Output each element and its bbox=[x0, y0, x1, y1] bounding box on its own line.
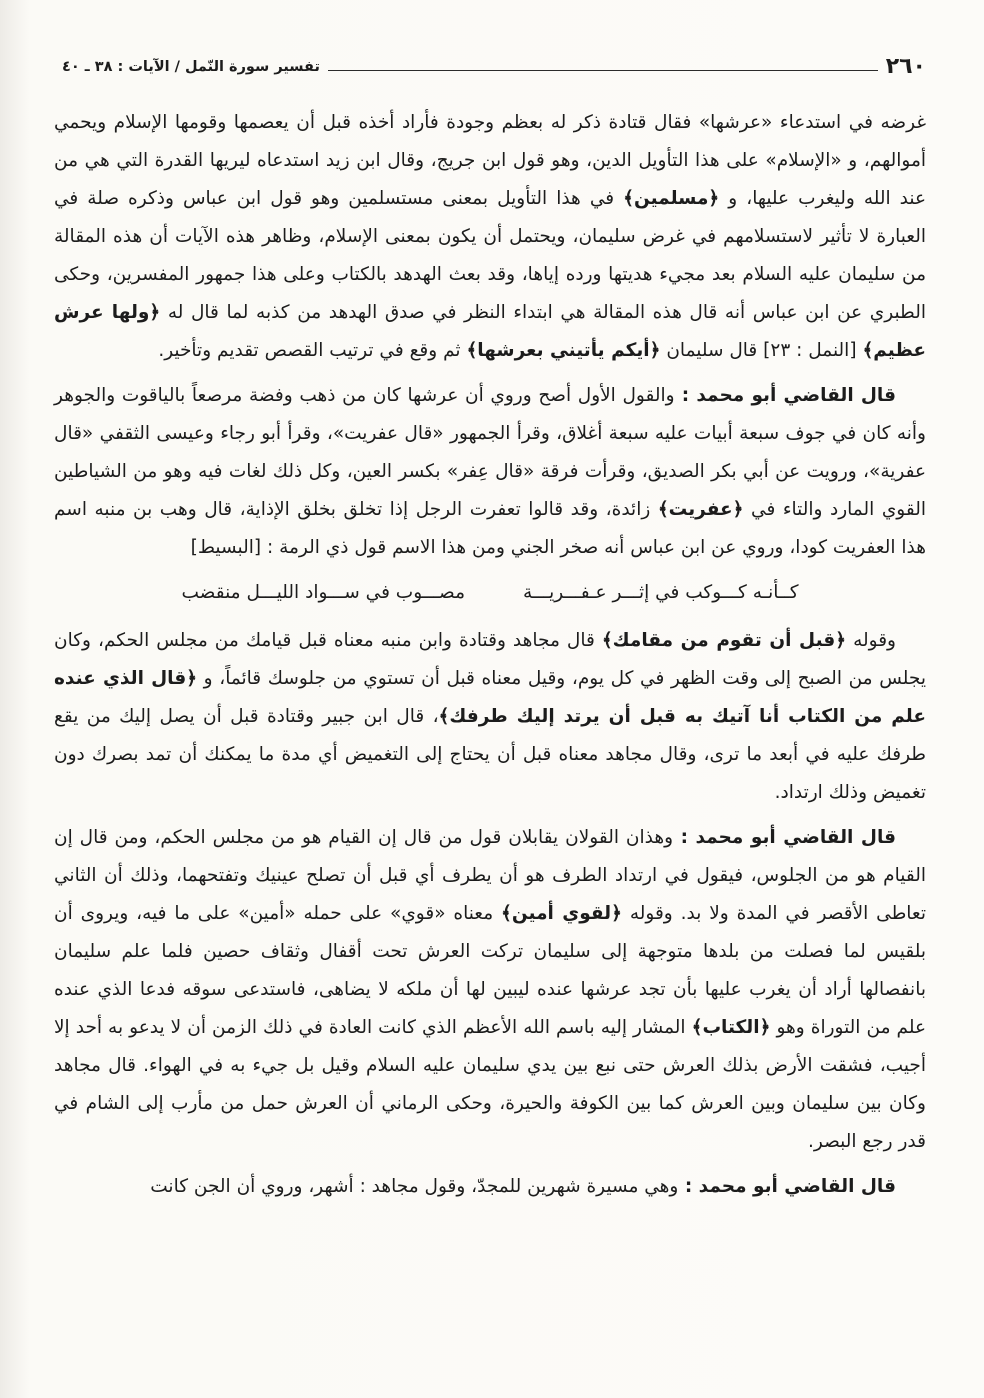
text-run: وهذان القولان يقابلان قول من قال إن القيام هو من مجلس الحكم، ومن قال إن القيام هو من الجلوس، فيقول في ارتداد الطرف هو أن يطرف أي قبل أن تصلح عينيك وتفتحهما، وذلك أن الثاني تعاطى الأقصر في المدة ولا بد. وقوله bbox=[54, 827, 927, 924]
bold-text-run: ﴿أيكم يأتيني بعرشها﴾ bbox=[466, 340, 661, 361]
bold-text-run: ﴿لقوي أمين﴾ bbox=[501, 903, 622, 924]
verse-hemistich-2: مصـــوب في ســـواد الليـــل منقضب bbox=[181, 582, 465, 603]
header-rule bbox=[328, 70, 878, 71]
body-text bbox=[0, 78, 984, 1206]
bold-text-run: ﴿ولها عرش عظيم﴾ bbox=[54, 302, 926, 361]
paragraph-5 bbox=[54, 819, 926, 1161]
text-run: في هذا التأويل بمعنى مستسلمين وهو قول ابن عباس وذكره صلة في العبارة لا تأثير لاستسلامهم في غرض سليمان، ويحتمل أن يكون بمعنى الإسلام، وظاهر هذه الآيات أن هذه المقالة من سليمان عليه السلام بعد مجيء هديتها ورده إياها، وقد بعث الهدهد بالكتاب وعلى هذا جمهور المفسرين، وحكى الطبري عن ابن عباس أنه قال هذه المقالة هي ابتداء النظر في صدق الهدهد من كذبه لما قال له bbox=[54, 188, 926, 323]
page-header bbox=[0, 0, 984, 78]
bold-text-run: ﴿عفريت﴾ bbox=[657, 499, 744, 520]
paragraph-2 bbox=[54, 377, 926, 567]
text-run: زائدة، وقد قالوا تعفرت الرجل إذا تخلق بخلق الإذاية، قال وهب بن منبه اسم هذا العفريت كودا، وروي عن ابن عباس أنه صخر الجني ومن هذا الاسم قول ذي الرمة : [البسيط] bbox=[54, 499, 926, 558]
text-run: [النمل : ٢٣] قال سليمان bbox=[660, 340, 863, 361]
paragraph-6 bbox=[54, 1168, 926, 1206]
text-run: غرضه في استدعاء «عرشها» فقال قتادة ذكر له بعظم وجودة فأراد أخذه قبل أن يعصمها وقومها الإسلام ويحمي أموالهم، و «الإسلام» على هذا التأويل الدين، وهو قول ابن جريج، وقال ابن زيد استدعاه ليريها القدرة التي هي من عند الله وليغرب عليها، و bbox=[54, 112, 927, 209]
text-run: وقوله bbox=[846, 630, 896, 651]
verse-hemistich-1: كــأنـه كـــوكب في إثـــر عـفـــريـــة bbox=[522, 582, 799, 603]
text-run: قال مجاهد وقتادة وابن منبه معناه قبل قيامك من مجلس الحكم، وكان يجلس من الصبح إلى وقت الظهر في كل يوم، وقيل معناه قبل أن تستوي من جلوسك قائماً، و bbox=[54, 630, 926, 689]
bold-text-run: قال القاضي أبو محمد : bbox=[674, 385, 896, 406]
text-run: معناه «قوي» على حمله «أمين» على ما فيه، ويروى أن بلقيس لما فصلت من بلدها متوجهة إلى سليمان تركت العرش تحت أقفال وثقاف حصين فلما علم سليمان بانفصالها أراد أن يغرب عليها بأن تجد عرشها عنده ليبين لها أن ملكه لا يضاهى، فاستدعى سوقه فدعا الذي عنده علم من التوراة وهو bbox=[54, 903, 926, 1038]
text-run: وهي مسيرة شهرين للمجدّ، وقول مجاهد : أشهر، وروي أن الجن كانت bbox=[150, 1176, 679, 1197]
header-title: تفسير سورة النّمل / الآيات : ٣٨ ـ ٤٠ bbox=[62, 59, 320, 75]
paragraph-1 bbox=[54, 104, 926, 370]
bold-text-run: ﴿قال الذي عنده علم من الكتاب أنا آتيك به قبل أن يرتد إليك طرفك﴾ bbox=[54, 668, 926, 727]
bold-text-run: قال القاضي أبو محمد : bbox=[678, 1176, 896, 1197]
page-number: ٢٦٠ bbox=[885, 54, 926, 79]
poetry-line bbox=[54, 574, 926, 612]
text-run: والقول الأول أصح وروي أن عرشها كان من ذهب وفضة مرصعاً بالياقوت والجوهر وأنه كان في جوف سبعة أبيات عليه سبعة أغلاق، وقرأ الجمهور «قال عفريت»، وقرأ أبو رجاء وعيسى الثقفي «قال عفرية»، ورويت عن أبي بكر الصديق، وقرأت فرقة «قال عِفر» بكسر العين، وكل ذلك لغات فيه وهو من الشياطين القوي المارد والتاء في bbox=[54, 385, 926, 520]
bold-text-run: قال القاضي أبو محمد : bbox=[673, 827, 897, 848]
text-run: المشار إليه باسم الله الأعظم الذي كانت العادة في ذلك الزمن أن لا يدعو به أحد إلا أجيب، فشقت الأرض بذلك العرش حتى نبع بين يدي سليمان عليه السلام وقيل بل جيء به في الهواء. قال مجاهد وكان بين سليمان وبين العرش كما بين الكوفة والحيرة، وحكى الرماني أن العرش حمل من مأرب إلى الشام في قدر رجع البصر. bbox=[54, 1017, 926, 1152]
bold-text-run: ﴿قبل أن تقوم من مقامك﴾ bbox=[601, 630, 847, 651]
paragraph-4 bbox=[54, 622, 926, 812]
bold-text-run: ﴿الكتاب﴾ bbox=[691, 1017, 771, 1038]
text-run: ثم وقع في ترتيب القصص تقديم وتأخير. bbox=[158, 340, 467, 361]
text-run: ، قال ابن جبير وقتادة قبل أن يصل إليك من يقع طرفك عليه في أبعد ما ترى، وقال مجاهد معناه قبل أن يحتاج إلى التغميض أي مدة ما يمكنك أن تمد بصرك دون تغميض وذلك ارتداد. bbox=[54, 706, 926, 803]
bold-text-run: ﴿مسلمين﴾ bbox=[623, 188, 720, 209]
